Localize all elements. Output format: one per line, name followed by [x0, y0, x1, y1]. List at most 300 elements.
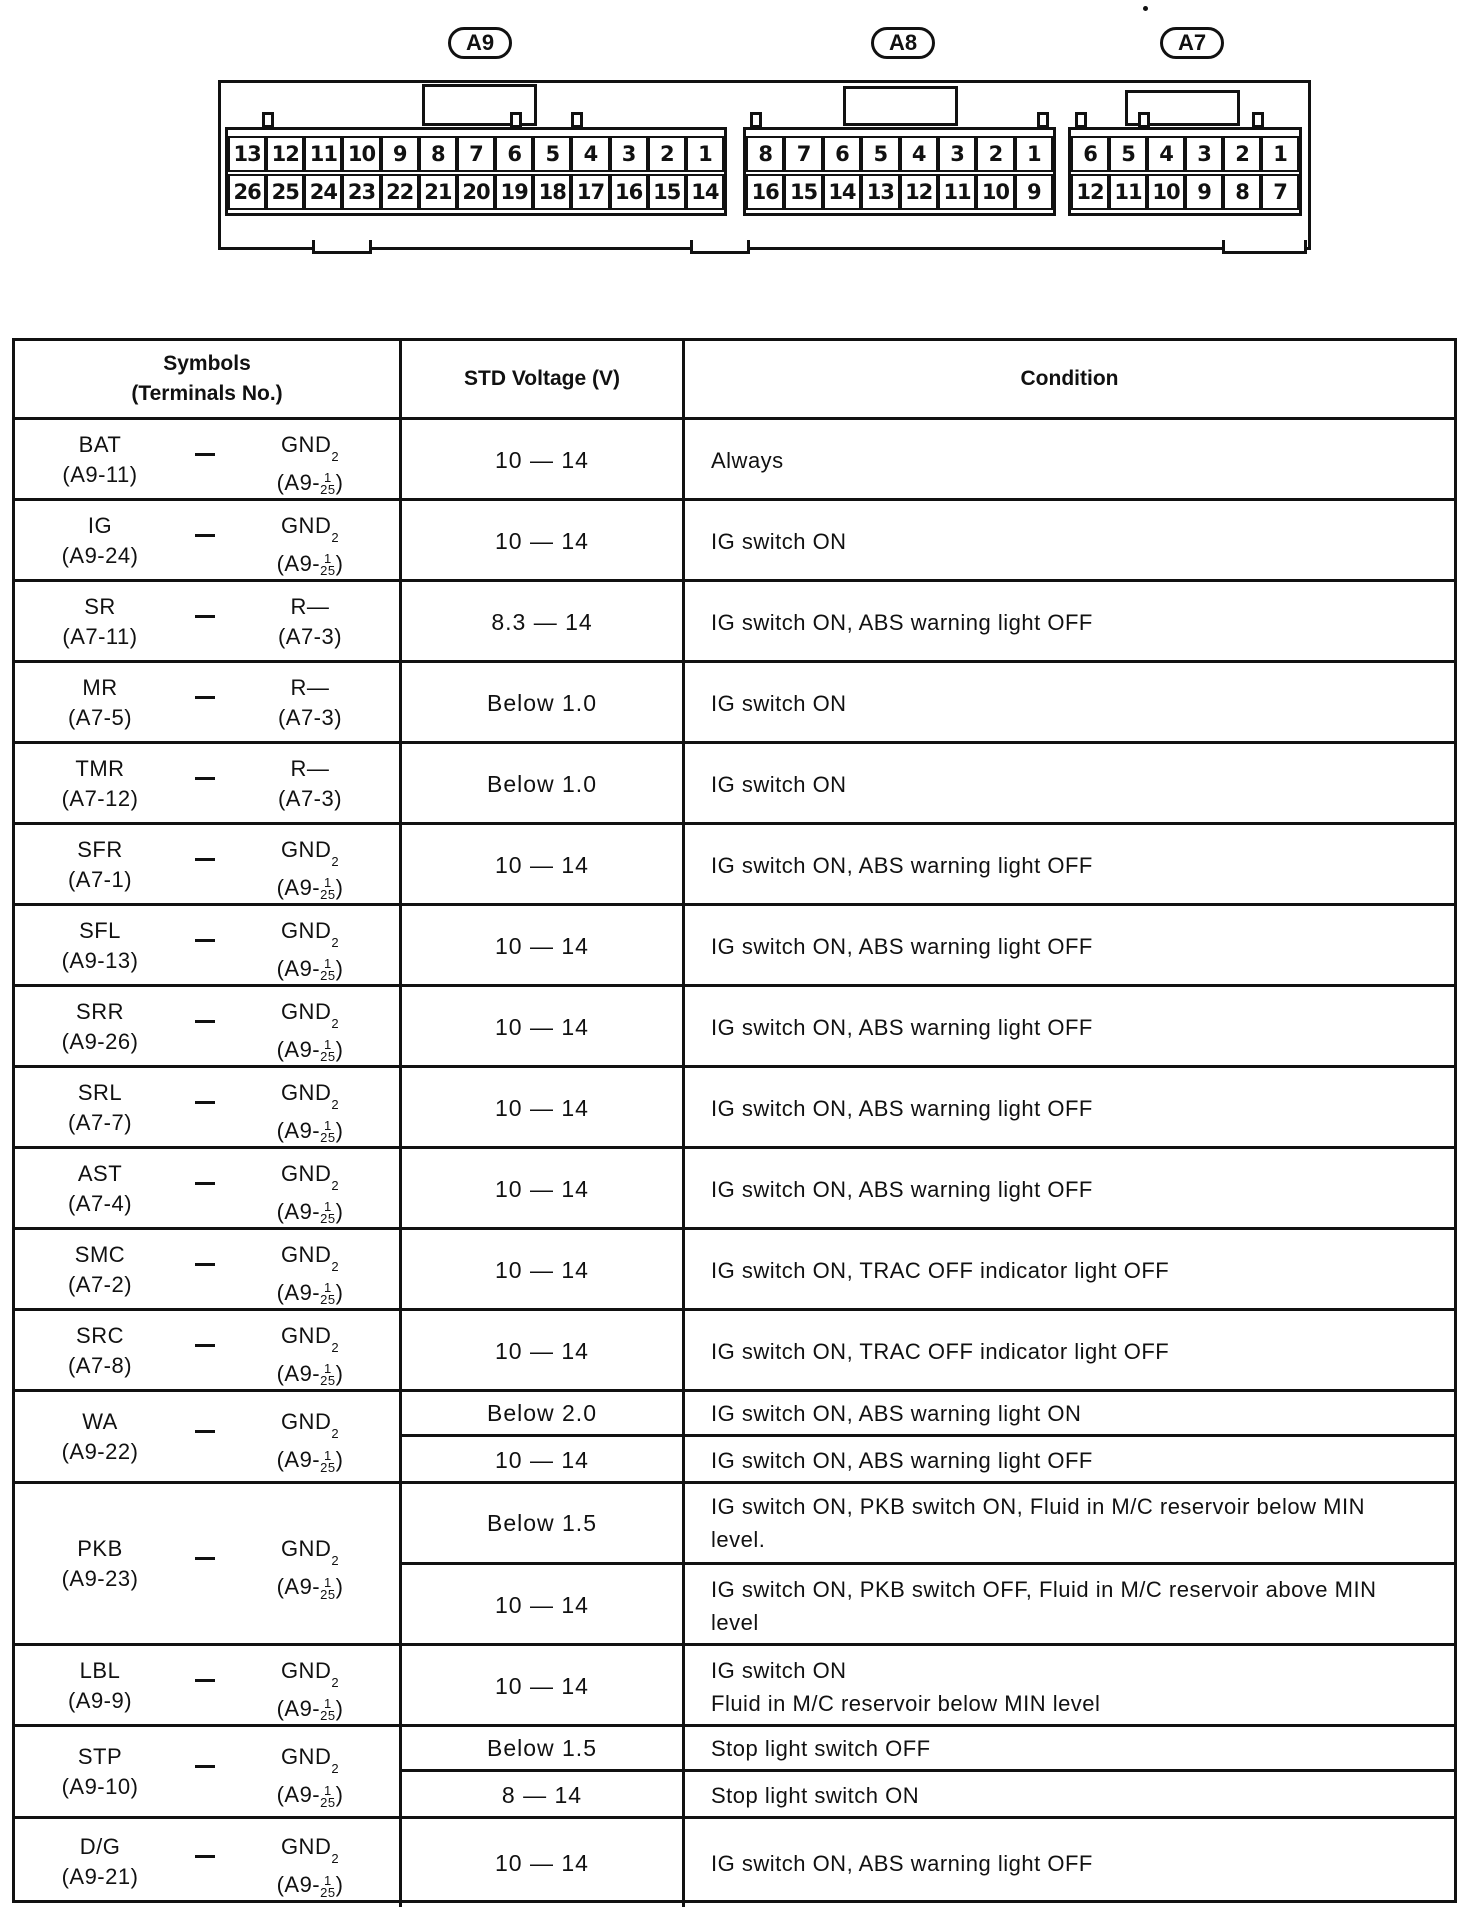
between-dash: [195, 1765, 215, 1768]
reference-terminal: (A9-: [276, 955, 321, 981]
gnd-terminal-one: 1: [323, 1199, 332, 1215]
between-dash: [195, 1679, 215, 1682]
symbol-terminal: (A9-22): [61, 1439, 139, 1464]
reference-terminal: (A9-: [276, 1872, 321, 1898]
symbols-cell: [15, 663, 402, 741]
gnd-terminal-twentyfive: 25: [320, 1373, 336, 1389]
between-dash: [195, 858, 215, 861]
gnd-terminal-twentyfive: 25: [320, 968, 336, 984]
housing-tab: [312, 240, 372, 254]
condition-cell: [685, 1230, 1454, 1308]
pin-lock-nub: [1075, 112, 1087, 128]
symbols-cell: [15, 744, 402, 822]
symbols-cell: [15, 1068, 402, 1146]
gnd-terminal-twentyfive: 25: [320, 1292, 336, 1308]
voltage-value: Below 1.5: [402, 1484, 682, 1565]
terminal-symbol: [35, 592, 165, 652]
gnd-terminal-one: 1: [323, 1280, 332, 1296]
reference-symbol: $GND_2$ (A9- 1 25): [276, 1536, 344, 1602]
terminal-symbol: [35, 1534, 165, 1594]
terminal-symbol: [35, 1407, 165, 1467]
voltage-cell: [402, 1068, 685, 1146]
gnd-subscript: 2: [331, 529, 340, 545]
connector-pin: 15: [784, 174, 822, 210]
voltage-cell: [402, 582, 685, 660]
connector-pin: 21: [419, 174, 457, 210]
symbols-cell: [15, 1484, 402, 1643]
reference-terminal: (A9-: [276, 1360, 321, 1386]
terminal-symbol: [35, 754, 165, 814]
condition-cell: [685, 1149, 1454, 1227]
reference-terminal: (A9-: [276, 1279, 321, 1305]
symbols-cell: [15, 582, 402, 660]
symbols-cell: [15, 1149, 402, 1227]
voltage-value: 10 — 14: [495, 1338, 589, 1364]
voltage-cell: [402, 744, 685, 822]
table-row: [15, 663, 1454, 744]
gnd-subscript: 2: [331, 1258, 340, 1274]
connector-pin: 2: [1223, 136, 1261, 172]
housing-tab: [1222, 240, 1307, 254]
connector-pin: 11: [938, 174, 976, 210]
connector-pin: 10: [1147, 174, 1185, 210]
terminal-symbol: [35, 1321, 165, 1381]
voltage-cell: [402, 1392, 685, 1481]
gnd-terminal-one: 1: [323, 470, 332, 486]
gnd-terminal-one: 1: [323, 1696, 332, 1712]
connector-pin: 13: [228, 136, 266, 172]
symbol-terminal: (A9-10): [61, 1774, 139, 1799]
reference-name: GND: [280, 431, 332, 457]
reference-symbol: $GND_2$ (A9- 1 25): [276, 836, 344, 903]
between-dash: [195, 1263, 215, 1266]
terminal-symbol: [35, 1240, 165, 1300]
gnd-terminal-fraction: [320, 1282, 335, 1306]
gnd-terminal-twentyfive: 25: [320, 1049, 336, 1065]
condition-text: IG switch ON, PKB switch ON, Fluid in M/C reservoir below MIN level.: [685, 1484, 1454, 1565]
voltage-value: Below 1.0: [486, 771, 597, 797]
connector-pin: 5: [533, 136, 571, 172]
table-row: [15, 1392, 1454, 1484]
terminal-symbol: [35, 1159, 165, 1219]
between-dash: [195, 534, 215, 537]
reference-symbol: $GND_2$ (A9- 1 25): [276, 512, 344, 579]
connector-pin: 3: [938, 136, 976, 172]
between-dash: [195, 777, 215, 780]
symbol-terminal: (A7-5): [67, 704, 133, 730]
connector-pin: 17: [571, 174, 609, 210]
condition-text: IG switch ON, ABS warning light OFF: [711, 1850, 1093, 1876]
terminal-symbol: [35, 997, 165, 1057]
terminal-symbol: [35, 511, 165, 571]
symbols-cell: [15, 420, 402, 498]
between-dash: [195, 1855, 215, 1858]
between-dash: [195, 1344, 215, 1347]
reference-symbol: [255, 754, 365, 814]
connector-pin: 13: [861, 174, 899, 210]
connector-pin: 26: [228, 174, 266, 210]
condition-cell: [685, 1646, 1454, 1724]
connector-pin: 4: [571, 136, 609, 172]
gnd-terminal-twentyfive: 25: [320, 1794, 336, 1810]
gnd-terminal-fraction: [320, 1872, 336, 1900]
connector-pin: 2: [648, 136, 686, 172]
reference-name: R—: [290, 593, 330, 619]
symbol-name: WA: [82, 1409, 118, 1434]
connector-pin: 1: [1261, 136, 1299, 172]
voltage-value: 10 — 14: [495, 447, 589, 473]
reference-name: GND: [280, 1834, 332, 1859]
symbols-cell: [15, 1311, 402, 1389]
symbol-terminal: (A7-8): [67, 1352, 133, 1378]
connector-pin: 25: [266, 174, 304, 210]
connector-pin: 6: [1071, 136, 1109, 172]
reference-symbol: $GND_2$ (A9- 1 25): [276, 1241, 344, 1308]
voltage-value: Below 1.0: [486, 690, 597, 716]
symbol-terminal: (A9-9): [67, 1687, 133, 1713]
symbol-name: LBL: [79, 1657, 121, 1683]
symbol-terminal: (A7-7): [67, 1109, 133, 1135]
reference-terminal: (A7-3): [277, 623, 343, 649]
pin-lock-nub: [1138, 112, 1150, 128]
gnd-terminal-fraction: [320, 472, 335, 496]
connector-pin: 9: [381, 136, 419, 172]
symbol-terminal: (A9-23): [61, 1566, 139, 1591]
condition-cell: [685, 1392, 1454, 1481]
voltage-value: Below 1.5: [402, 1727, 682, 1772]
connector-pin: 14: [823, 174, 861, 210]
reference-symbol: $GND_2$ (A9- 1 25): [276, 431, 344, 498]
voltage-value: 8 — 14: [501, 1782, 583, 1808]
reference-terminal: (A9-: [276, 1198, 321, 1224]
condition-text: Stop light switch OFF: [685, 1727, 1454, 1772]
reference-symbol: $GND_2$ (A9- 1 25): [276, 917, 344, 984]
voltage-value: 10 — 14: [495, 1095, 589, 1121]
gnd-terminal-one: 1: [323, 1037, 332, 1053]
reference-name: GND: [280, 998, 332, 1024]
connector-pin: 12: [900, 174, 938, 210]
pin-lock-nub: [571, 112, 583, 128]
symbols-cell: [15, 987, 402, 1065]
table-row: [15, 906, 1454, 987]
gnd-terminal-fraction: [320, 877, 335, 901]
symbol-terminal: (A9-21): [61, 1864, 139, 1889]
condition-cell: [685, 582, 1454, 660]
condition-text: IG switch ON, ABS warning light OFF: [711, 934, 1093, 959]
terminal-symbol: [35, 835, 165, 895]
condition-text: IG switch ON: [711, 691, 847, 716]
condition-text: IG switch ON, ABS warning light ON: [685, 1392, 1454, 1437]
gnd-terminal-one: 1: [323, 956, 332, 972]
connector-pin: 7: [1261, 174, 1299, 210]
gnd-terminal-one: 1: [323, 1574, 332, 1590]
condition-cell: [685, 1068, 1454, 1146]
condition-text: IG switch ON, TRAC OFF indicator light OFF: [711, 1258, 1170, 1283]
condition-cell: [685, 420, 1454, 498]
terminal-symbol: [35, 1656, 165, 1716]
between-dash: [195, 615, 215, 618]
connector-label-a7: A7: [1160, 27, 1224, 59]
gnd-terminal-one: 1: [323, 1782, 332, 1798]
connector-pin: 24: [304, 174, 342, 210]
between-dash: [195, 939, 215, 942]
reference-terminal: (A9-: [276, 1447, 321, 1473]
table-row: [15, 1646, 1454, 1727]
reference-symbol: $GND_2$ (A9- 1 25): [276, 1744, 344, 1810]
reference-terminal: (A9-: [276, 1036, 321, 1062]
gnd-subscript: 2: [331, 1553, 340, 1569]
voltage-cell: [402, 1646, 685, 1724]
between-dash: [195, 1182, 215, 1185]
condition-cell: [685, 1311, 1454, 1389]
symbols-cell: [15, 1819, 402, 1907]
reference-symbol: $GND_2$ (A9- 1 25): [276, 1409, 344, 1475]
reference-terminal: (A7-3): [277, 704, 343, 730]
gnd-terminal-twentyfive: 25: [320, 1459, 336, 1475]
gnd-terminal-twentyfive: 25: [320, 563, 336, 579]
connector-pin: 12: [266, 136, 304, 172]
condition-cell: [685, 825, 1454, 903]
reference-name: R—: [290, 755, 330, 781]
connector-pin: 20: [457, 174, 495, 210]
symbol-name: SRC: [76, 1322, 124, 1348]
between-dash: [195, 1430, 215, 1433]
between-dash: [195, 696, 215, 699]
voltage-value: 8.3 — 14: [491, 609, 593, 635]
condition-text: IG switch ON, TRAC OFF indicator light OFF: [711, 1339, 1170, 1364]
connector-pin: 8: [419, 136, 457, 172]
reference-name: GND: [280, 1241, 332, 1267]
connector-pin: 7: [457, 136, 495, 172]
reference-symbol: $GND_2$ (A9- 1 25): [276, 998, 344, 1065]
gnd-terminal-twentyfive: 25: [320, 1130, 336, 1146]
gnd-terminal-twentyfive: 25: [320, 887, 336, 903]
header-condition: Condition: [1020, 367, 1119, 390]
voltage-value: Below 2.0: [402, 1392, 682, 1437]
stray-dot: [1143, 6, 1148, 11]
symbol-name: SFL: [79, 917, 121, 943]
condition-text: IG switch ON, ABS warning light OFF: [711, 1448, 1093, 1473]
symbol-terminal: (A9-13): [61, 947, 139, 973]
connector-pin: 3: [1185, 136, 1223, 172]
gnd-terminal-twentyfive: 25: [320, 1211, 336, 1227]
gnd-subscript: 2: [331, 1096, 340, 1112]
voltage-cell: [402, 420, 685, 498]
reference-name: GND: [280, 1322, 332, 1348]
symbol-name: IG: [87, 512, 113, 538]
symbol-name: AST: [77, 1160, 123, 1186]
condition-text: IG switch ON, PKB switch OFF, Fluid in M/C reservoir above MIN level: [711, 1576, 1377, 1635]
symbol-name: SRR: [76, 998, 124, 1024]
connector-pin: 4: [900, 136, 938, 172]
symbol-terminal: (A7-11): [62, 623, 138, 649]
condition-text: IG switch ON, ABS warning light OFF: [711, 1177, 1093, 1202]
symbol-terminal: (A7-12): [61, 785, 139, 811]
symbols-cell: [15, 1727, 402, 1816]
voltage-cell: [402, 1819, 685, 1907]
reference-terminal: (A9-: [276, 550, 321, 576]
table-row: [15, 582, 1454, 663]
symbol-name: SR: [84, 593, 116, 619]
voltage-value: 10 — 14: [495, 1673, 589, 1699]
condition-cell: [685, 501, 1454, 579]
table-row: [15, 1727, 1454, 1819]
gnd-terminal-twentyfive: 25: [320, 1708, 336, 1724]
symbol-terminal: (A7-2): [67, 1271, 133, 1297]
terminal-symbol: [35, 1832, 165, 1892]
symbols-cell: [15, 825, 402, 903]
gnd-subscript: 2: [331, 1339, 340, 1355]
gnd-subscript: 2: [331, 1674, 340, 1690]
gnd-terminal-fraction: [320, 1782, 336, 1810]
voltage-value: 10 — 14: [495, 1592, 589, 1618]
condition-cell: [685, 663, 1454, 741]
reference-name: GND: [280, 1409, 332, 1434]
voltage-cell: [402, 501, 685, 579]
housing-tab: [690, 240, 750, 254]
header-symbols: [15, 341, 402, 417]
condition-text: Always: [711, 448, 784, 473]
connector-pin: 6: [823, 136, 861, 172]
between-dash: [195, 453, 215, 456]
symbol-name: STP: [77, 1744, 123, 1769]
voltage-value: 10 — 14: [495, 933, 589, 959]
pin-lock-nub: [262, 112, 274, 128]
gnd-terminal-fraction: [320, 958, 335, 982]
condition-cell: [685, 744, 1454, 822]
voltage-cell: [402, 663, 685, 741]
reference-symbol: [255, 673, 365, 733]
gnd-terminal-fraction: [320, 1447, 336, 1475]
voltage-cell: [402, 1149, 685, 1227]
reference-symbol: $GND_2$ (A9- 1 25): [276, 1657, 344, 1724]
gnd-terminal-one: 1: [323, 1872, 332, 1888]
reference-terminal: (A9-: [276, 1695, 321, 1721]
symbol-name: SFR: [77, 836, 123, 862]
condition-text: IG switch ON, ABS warning light OFF: [711, 1015, 1093, 1040]
reference-name: GND: [280, 512, 332, 538]
connector-pin: 12: [1071, 174, 1109, 210]
connector-pin: 9: [1185, 174, 1223, 210]
reference-terminal: (A9-: [276, 1117, 321, 1143]
table-row: [15, 987, 1454, 1068]
connector-pin: 11: [304, 136, 342, 172]
connector-pin: 19: [495, 174, 533, 210]
connector-pin: 2: [976, 136, 1014, 172]
table-row: [15, 420, 1454, 501]
symbol-terminal: (A7-1): [67, 866, 133, 892]
connector-block-a7: [1068, 127, 1302, 216]
connector-pin: 5: [861, 136, 899, 172]
connector-pin: 1: [1015, 136, 1053, 172]
connector-pin: 14: [686, 174, 724, 210]
connector-block-a9: [225, 127, 727, 216]
connector-latch: [843, 86, 958, 126]
pin-lock-nub: [1037, 112, 1049, 128]
condition-text: IG switch ON, ABS warning light OFF: [711, 1096, 1093, 1121]
reference-symbol: $GND_2$ (A9- 1 25): [276, 1160, 344, 1227]
reference-name: GND: [280, 1657, 332, 1683]
gnd-terminal-one: 1: [323, 1447, 332, 1463]
reference-name: GND: [280, 1744, 332, 1769]
condition-text: IG switch ON, ABS warning light OFF: [711, 610, 1093, 635]
gnd-subscript: 2: [331, 1177, 340, 1193]
connector-pin: 11: [1109, 174, 1147, 210]
reference-symbol: $GND_2$ (A9- 1 25): [276, 1322, 344, 1389]
connector-pin: 15: [648, 174, 686, 210]
table-row: [15, 1230, 1454, 1311]
symbol-terminal: (A9-24): [61, 542, 139, 568]
symbols-cell: [15, 1392, 402, 1481]
symbols-cell: [15, 906, 402, 984]
gnd-subscript: 2: [331, 1426, 340, 1442]
table-row: [15, 1819, 1454, 1907]
symbol-name: D/G: [79, 1834, 121, 1859]
voltage-value: 10 — 14: [495, 528, 589, 554]
pin-lock-nub: [1252, 112, 1264, 128]
voltage-value: 10 — 14: [495, 1014, 589, 1040]
gnd-subscript: 2: [331, 1761, 340, 1777]
connector-pin: 18: [533, 174, 571, 210]
table-row: [15, 1068, 1454, 1149]
table-row: [15, 1484, 1454, 1646]
condition-text: Stop light switch ON: [711, 1783, 920, 1808]
reference-name: R—: [290, 674, 330, 700]
connector-pin: 9: [1015, 174, 1053, 210]
gnd-terminal-fraction: [320, 1698, 335, 1722]
gnd-subscript: 2: [331, 934, 340, 950]
header-symbols-line2: (Terminals No.): [131, 382, 283, 405]
connector-pin: 6: [495, 136, 533, 172]
condition-cell: [685, 906, 1454, 984]
table-row: [15, 1149, 1454, 1230]
connector-pin: 10: [976, 174, 1014, 210]
connector-pin: 23: [342, 174, 380, 210]
connector-label-a8: A8: [871, 27, 935, 59]
gnd-subscript: 2: [331, 853, 340, 869]
terminal-symbol: [35, 673, 165, 733]
gnd-terminal-fraction: [320, 1574, 336, 1602]
connector-label-a9: A9: [448, 27, 512, 59]
symbol-name: PKB: [77, 1536, 123, 1561]
symbols-cell: [15, 501, 402, 579]
reference-name: GND: [280, 1160, 332, 1186]
gnd-terminal-one: 1: [323, 551, 332, 567]
table-row: [15, 825, 1454, 906]
condition-cell: [685, 1819, 1454, 1907]
symbol-terminal: (A9-11): [62, 461, 138, 487]
connector-block-a8: [743, 127, 1056, 216]
voltage-cell: [402, 1230, 685, 1308]
voltage-value: 10 — 14: [495, 1849, 589, 1876]
connector-pin: 7: [784, 136, 822, 172]
voltage-cell: [402, 1727, 685, 1816]
voltage-cell: [402, 987, 685, 1065]
voltage-cell: [402, 1311, 685, 1389]
condition-text: IG switch ON: [711, 529, 847, 554]
reference-symbol: $GND_2$ (A9- 1 25): [276, 1834, 344, 1900]
connector-diagram: [0, 0, 1472, 270]
voltage-cell: [402, 906, 685, 984]
reference-terminal: (A9-: [276, 874, 321, 900]
condition-text: IG switch ON, ABS warning light OFF: [711, 853, 1093, 878]
symbol-name: SRL: [77, 1079, 123, 1105]
voltage-cell: [402, 1484, 685, 1643]
connector-pin: 3: [610, 136, 648, 172]
voltage-value: 10 — 14: [495, 1447, 589, 1473]
connector-pin: 4: [1147, 136, 1185, 172]
condition-cell: [685, 987, 1454, 1065]
